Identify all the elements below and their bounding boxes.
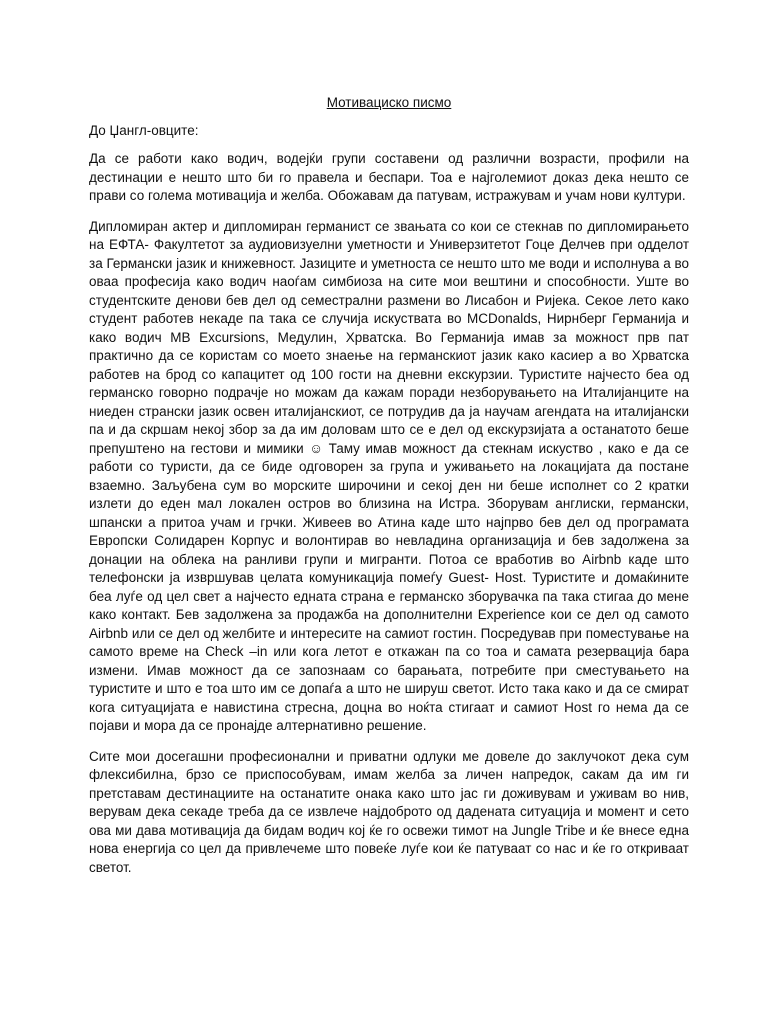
letter-salutation: До Џангл-овците: xyxy=(89,123,199,138)
paragraph-experience: Дипломиран актер и дипломиран германист се звањата со кои се стекнав по дипломирањето на ЕФТА- Факултетот за аудиовизуелни уметности и Универзитетот Гоце Делчев при одделот за Германски јазик и книжевност. Јазиците и уметноста се нешто што ме води и исполнува а во оваа професија како водич наоѓам симбиоза на сите мои вештини и способности. Уште во студентските денови бев дел од семестрални размени во Лисабон и Ријека. Секое лето како студент работев некаде па така се случија искуствата во MCDonalds, Нирнберг Германија и како водич MB Excursions, Медулин, Хрватска. Во Германија имав за можност прв пат практично да се користам со моето знаење на германскиот јазик како касиер а во Хрватска работев на брод со капацитет од 100 гости на дневни екскурзии. Туристите најчесто беа од германско говорно подрачје но можам да кажам поради незборувањето на Италијанците на ниеден странски јазик освен италијанскиот, се потрудив да ја научам агендата на италијански па и да скршам некој збор за да им доловам што се е дел од екскурзијата а останатото беше препуштено на гестови и мимики ☺ Таму имав можност да стекнам искуство , како е да се работи со туристи, да се биде одговорен за група и уживањето на локацијата да постане взаемно. Заљубена сум во морските широчини и секој ден ни беше исполнет со 2 кратки излети до еден мал локален остров во близина на Истра. Зборувам англиски, германски, шпански а притоа учам и грчки. Живеев во Атина каде што најпрво бев дел од програмата Европски Солидарен Корпус и волонтирав во невладина организација и бев задолжена за донации на облека на ранливи групи и мигранти. Потоа се вработив во Airbnb каде што телефонски ја извршував целата комуникација помеѓу Guest- Host. Туристите и домаќините беа луѓе од цел свет а најчесто едната страна е германско зборувачка па така стигаа до мене како контакт. Бев задолжена за продажба на дополнителни Experience кои се дел од самото Airbnb или се дел од желбите и интересите на самиот гостин. Посредував при поместување на самото време на Check –in или кога летот е откажан па со тоа и самата резервација бара измени. Имав можност да се запознаам со барањата, потребите при сместувањето на туристите и што е тоа што им се допаѓа а што не шируш светот. Исто така како и да се смират кога ситуацијата е навистина стресна, доцна во ноќта стигаат и самиот Host го нема да се појави и мора да се пронајде алтернативно решение. xyxy=(89,218,689,733)
letter-title: Мотивациско писмо xyxy=(326,95,452,110)
paragraph-intro: Да се работи како водич, водејќи групи составени од различни возрасти, профили на дестинации е нешто што би го правела и беспари. Тоа е најголемиот доказ дека нешто се прави со голема мотивација и желба. Обожавам да патувам, истражувам и учам нови култури. xyxy=(89,151,689,203)
letter-body xyxy=(89,94,689,889)
paragraph-conclusion: Сите мои досегашни професионални и приватни одлуки ме довеле до заклучокот дека сум флексибилна, брзо се приспособувам, имам желба за личен напредок, сакам да им ги претставам дестинациите на останатите онака како што јас ги доживувам и уживам во нив, верувам дека секаде треба да се извлече најдоброто од дадената ситуација и момент и сето ова ми дава мотивација да бидам водич кој ќе го освежи тимот на Jungle Tribe и ќе внесе една нова енергија со цел да привлечеме што повеќе луѓе кои ќе патуваат со нас и ќе го откриваат светот. xyxy=(89,748,689,875)
